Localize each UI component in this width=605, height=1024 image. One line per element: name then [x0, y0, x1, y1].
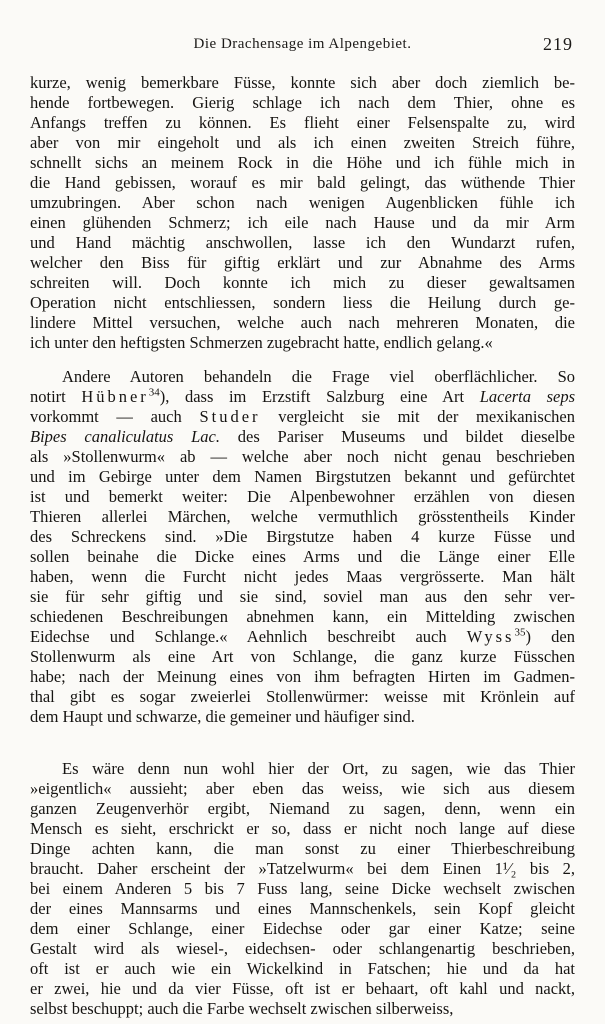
- text-segment: Thieren allerlei Märchen, welche vermuthlich grösstentheils Kinder: [30, 507, 575, 526]
- text-line: [30, 273, 575, 293]
- text-segment: ) den: [525, 627, 575, 646]
- text-line: [30, 799, 575, 819]
- text-segment: und Hand mächtig anschwollen, lasse ich den Wundarzt rufen,: [30, 233, 575, 252]
- text-line: [30, 387, 575, 407]
- text-segment: schiedenen Beschreibungen abnehmen kann, ein Mittelding zwischen: [30, 607, 575, 626]
- text-segment: kurze, wenig bemerkbare Füsse, konnte sich aber doch ziemlich be-: [30, 73, 575, 92]
- text-line: [30, 193, 575, 213]
- text-segment: schreiten will. Doch konnte ich mich zu dieser gewaltsamen: [30, 273, 575, 292]
- text-line: [30, 707, 575, 727]
- text-segment: Stollenwurm als eine Art von Schlange, die ganz kurze Füsschen: [30, 647, 575, 666]
- author-name: Wyss: [466, 627, 515, 646]
- text-segment: vorkommt — auch: [30, 407, 200, 426]
- text-segment: Es wäre denn nun wohl hier der Ort, zu sagen, wie das Thier: [62, 759, 575, 778]
- text-segment: notirt: [30, 387, 82, 406]
- text-line: [30, 999, 575, 1019]
- text-segment: welcher den Biss für giftig erklärt und zur Abnahme des Arms: [30, 253, 575, 272]
- text-line: [30, 527, 575, 547]
- text-line: [30, 213, 575, 233]
- text-segment: dem einer Schlange, einer Eidechse oder gar einer Katze; seine: [30, 919, 575, 938]
- text-segment: Eidechse und Schlange.« Aehnlich beschreibt auch: [30, 627, 467, 646]
- text-line: [30, 367, 575, 387]
- author-name: Studer: [199, 407, 261, 426]
- text-line: [30, 607, 575, 627]
- text-segment: vergleicht sie mit der mexikanischen: [260, 407, 575, 426]
- text-line: [30, 253, 575, 273]
- text-line: [30, 467, 575, 487]
- text-segment: oft ist er auch wie ein Wickelkind in Fatschen; hie und da hat: [30, 959, 575, 978]
- text-segment: aber von mir eingeholt und als ich einen zweiten Streich führe,: [30, 133, 575, 152]
- text-line: [30, 333, 575, 353]
- text-line: [30, 879, 575, 899]
- author-name: Hübner: [81, 387, 149, 406]
- text-segment: »eigentlich« aussieht; aber eben das weiss, wie sich aus diesem: [30, 779, 575, 798]
- text-line: [30, 759, 575, 779]
- footnote-marker: 35: [514, 626, 526, 639]
- text-segment: Gestalt wird als wiesel-, eidechsen- oder schlangenartig beschrieben,: [30, 939, 575, 958]
- text-segment: selbst beschuppt; auch die Farbe wechselt zwischen silberweiss,: [30, 999, 454, 1018]
- text-line: [30, 507, 575, 527]
- text-segment: ich unter den heftigsten Schmerzen zugebracht hatte, endlich gelang.«: [30, 333, 493, 352]
- footnote-marker: 34: [148, 386, 160, 399]
- text-line: [30, 487, 575, 507]
- text-line: [30, 293, 575, 313]
- text-line: [30, 113, 575, 133]
- text-segment: dem Haupt und schwarze, die gemeiner und häufiger sind.: [30, 707, 415, 726]
- text-segment: Dinge achten kann, die man sonst zu einer Thierbeschreibung: [30, 839, 575, 858]
- text-segment: thal gibt es sogar zweierlei Stollenwürmer: weisse mit Krönlein auf: [30, 687, 575, 706]
- text-line: [30, 899, 575, 919]
- paragraph: [30, 73, 575, 353]
- text-line: [30, 667, 575, 687]
- text-line: [30, 819, 575, 839]
- paragraph: [30, 367, 575, 727]
- text-line: [30, 173, 575, 193]
- text-line: [30, 779, 575, 799]
- paragraph: [30, 759, 575, 1019]
- text-line: [30, 313, 575, 333]
- text-segment: er zwei, hie und da vier Füsse, oft ist er behaart, oft kahl und nackt,: [30, 979, 575, 998]
- text-line: [30, 93, 575, 113]
- species-name: Bipes canaliculatus Lac.: [30, 427, 220, 446]
- text-line: [30, 647, 575, 667]
- text-segment: sie für sehr giftig und sie sind, soviel man aus den sehr ver-: [30, 587, 575, 606]
- text-line: [30, 859, 575, 879]
- text-segment: die Hand gebissen, worauf es mir bald gelingt, das wüthende Thier: [30, 173, 575, 192]
- text-line: [30, 687, 575, 707]
- text-line: [30, 447, 575, 467]
- text-segment: einen glühenden Schmerz; ich eile nach Hause und da mir Arm: [30, 213, 575, 232]
- text-line: [30, 959, 575, 979]
- text-line: [30, 839, 575, 859]
- text-line: [30, 153, 575, 173]
- page-number: 219: [543, 34, 573, 54]
- text-segment: als »Stollenwurm« ab — welche aber noch nicht genau beschrieben: [30, 447, 575, 466]
- text-line: [30, 133, 575, 153]
- text-line: [30, 939, 575, 959]
- text-segment: lindere Mittel versuchen, welche auch nach mehreren Monaten, die: [30, 313, 575, 332]
- text-segment: und im Gebirge unter dem Namen Birgstutzen bekannt und gefürchtet: [30, 467, 575, 486]
- text-segment: des Schreckens sind. »Die Birgstutze haben 4 kurze Füsse und: [30, 527, 575, 546]
- text-segment: des Pariser Museums und bildet dieselbe: [219, 427, 575, 446]
- running-header: [30, 36, 575, 56]
- text-segment: braucht. Daher erscheint der »Tatzelwurm« bei dem Einen 1¹⁄₂ bis 2,: [30, 859, 575, 878]
- text-line: [30, 233, 575, 253]
- text-segment: schnellt sichs an meinem Rock in die Höhe und ich fühle mich in: [30, 153, 575, 172]
- text-segment: habe; nach der Meinung eines von ihm befragten Hirten im Gadmen-: [30, 667, 575, 686]
- text-segment: ganzen Zeugenverhör ergibt, Niemand zu sagen, denn, wenn ein: [30, 799, 575, 818]
- text-line: [30, 979, 575, 999]
- text-segment: ist und bemerkt weiter: Die Alpenbewohner erzählen von diesen: [30, 487, 575, 506]
- text-segment: Mensch es sieht, erschrickt er so, dass er nicht noch lange auf diese: [30, 819, 575, 838]
- text-segment: umzubringen. Aber schon nach wenigen Augenblicken fühle ich: [30, 193, 575, 212]
- text-segment: haben, wenn die Furcht nicht jedes Maas vergrösserte. Man hält: [30, 567, 575, 586]
- body-text: [30, 73, 575, 1019]
- text-line: [30, 407, 575, 427]
- text-segment: Operation nicht entschliessen, sondern liess die Heilung durch ge-: [30, 293, 575, 312]
- text-line: [30, 587, 575, 607]
- text-line: [30, 547, 575, 567]
- text-segment: hende fortbewegen. Gierig schlage ich nach dem Thier, ohne es: [30, 93, 575, 112]
- species-name: Lacerta seps: [479, 387, 575, 406]
- running-header-title: Die Drachensage im Alpengebiet.: [193, 36, 412, 52]
- text-segment: ), dass im Erzstift Salzburg eine Art: [159, 387, 480, 406]
- text-line: [30, 427, 575, 447]
- text-line: [30, 919, 575, 939]
- text-segment: sollen beinahe die Dicke eines Arms und die Länge einer Elle: [30, 547, 575, 566]
- text-segment: Anfangs treffen zu können. Es flieht einer Felsenspalte zu, wird: [30, 113, 575, 132]
- text-line: [30, 73, 575, 93]
- text-segment: Andere Autoren behandeln die Frage viel oberflächlicher. So: [62, 367, 575, 386]
- text-line: [30, 567, 575, 587]
- text-segment: bei einem Anderen 5 bis 7 Fuss lang, seine Dicke wechselt zwischen: [30, 879, 575, 898]
- text-segment: der eines Mannsarms und eines Mannschenkels, sein Kopf gleicht: [30, 899, 575, 918]
- text-line: [30, 627, 575, 647]
